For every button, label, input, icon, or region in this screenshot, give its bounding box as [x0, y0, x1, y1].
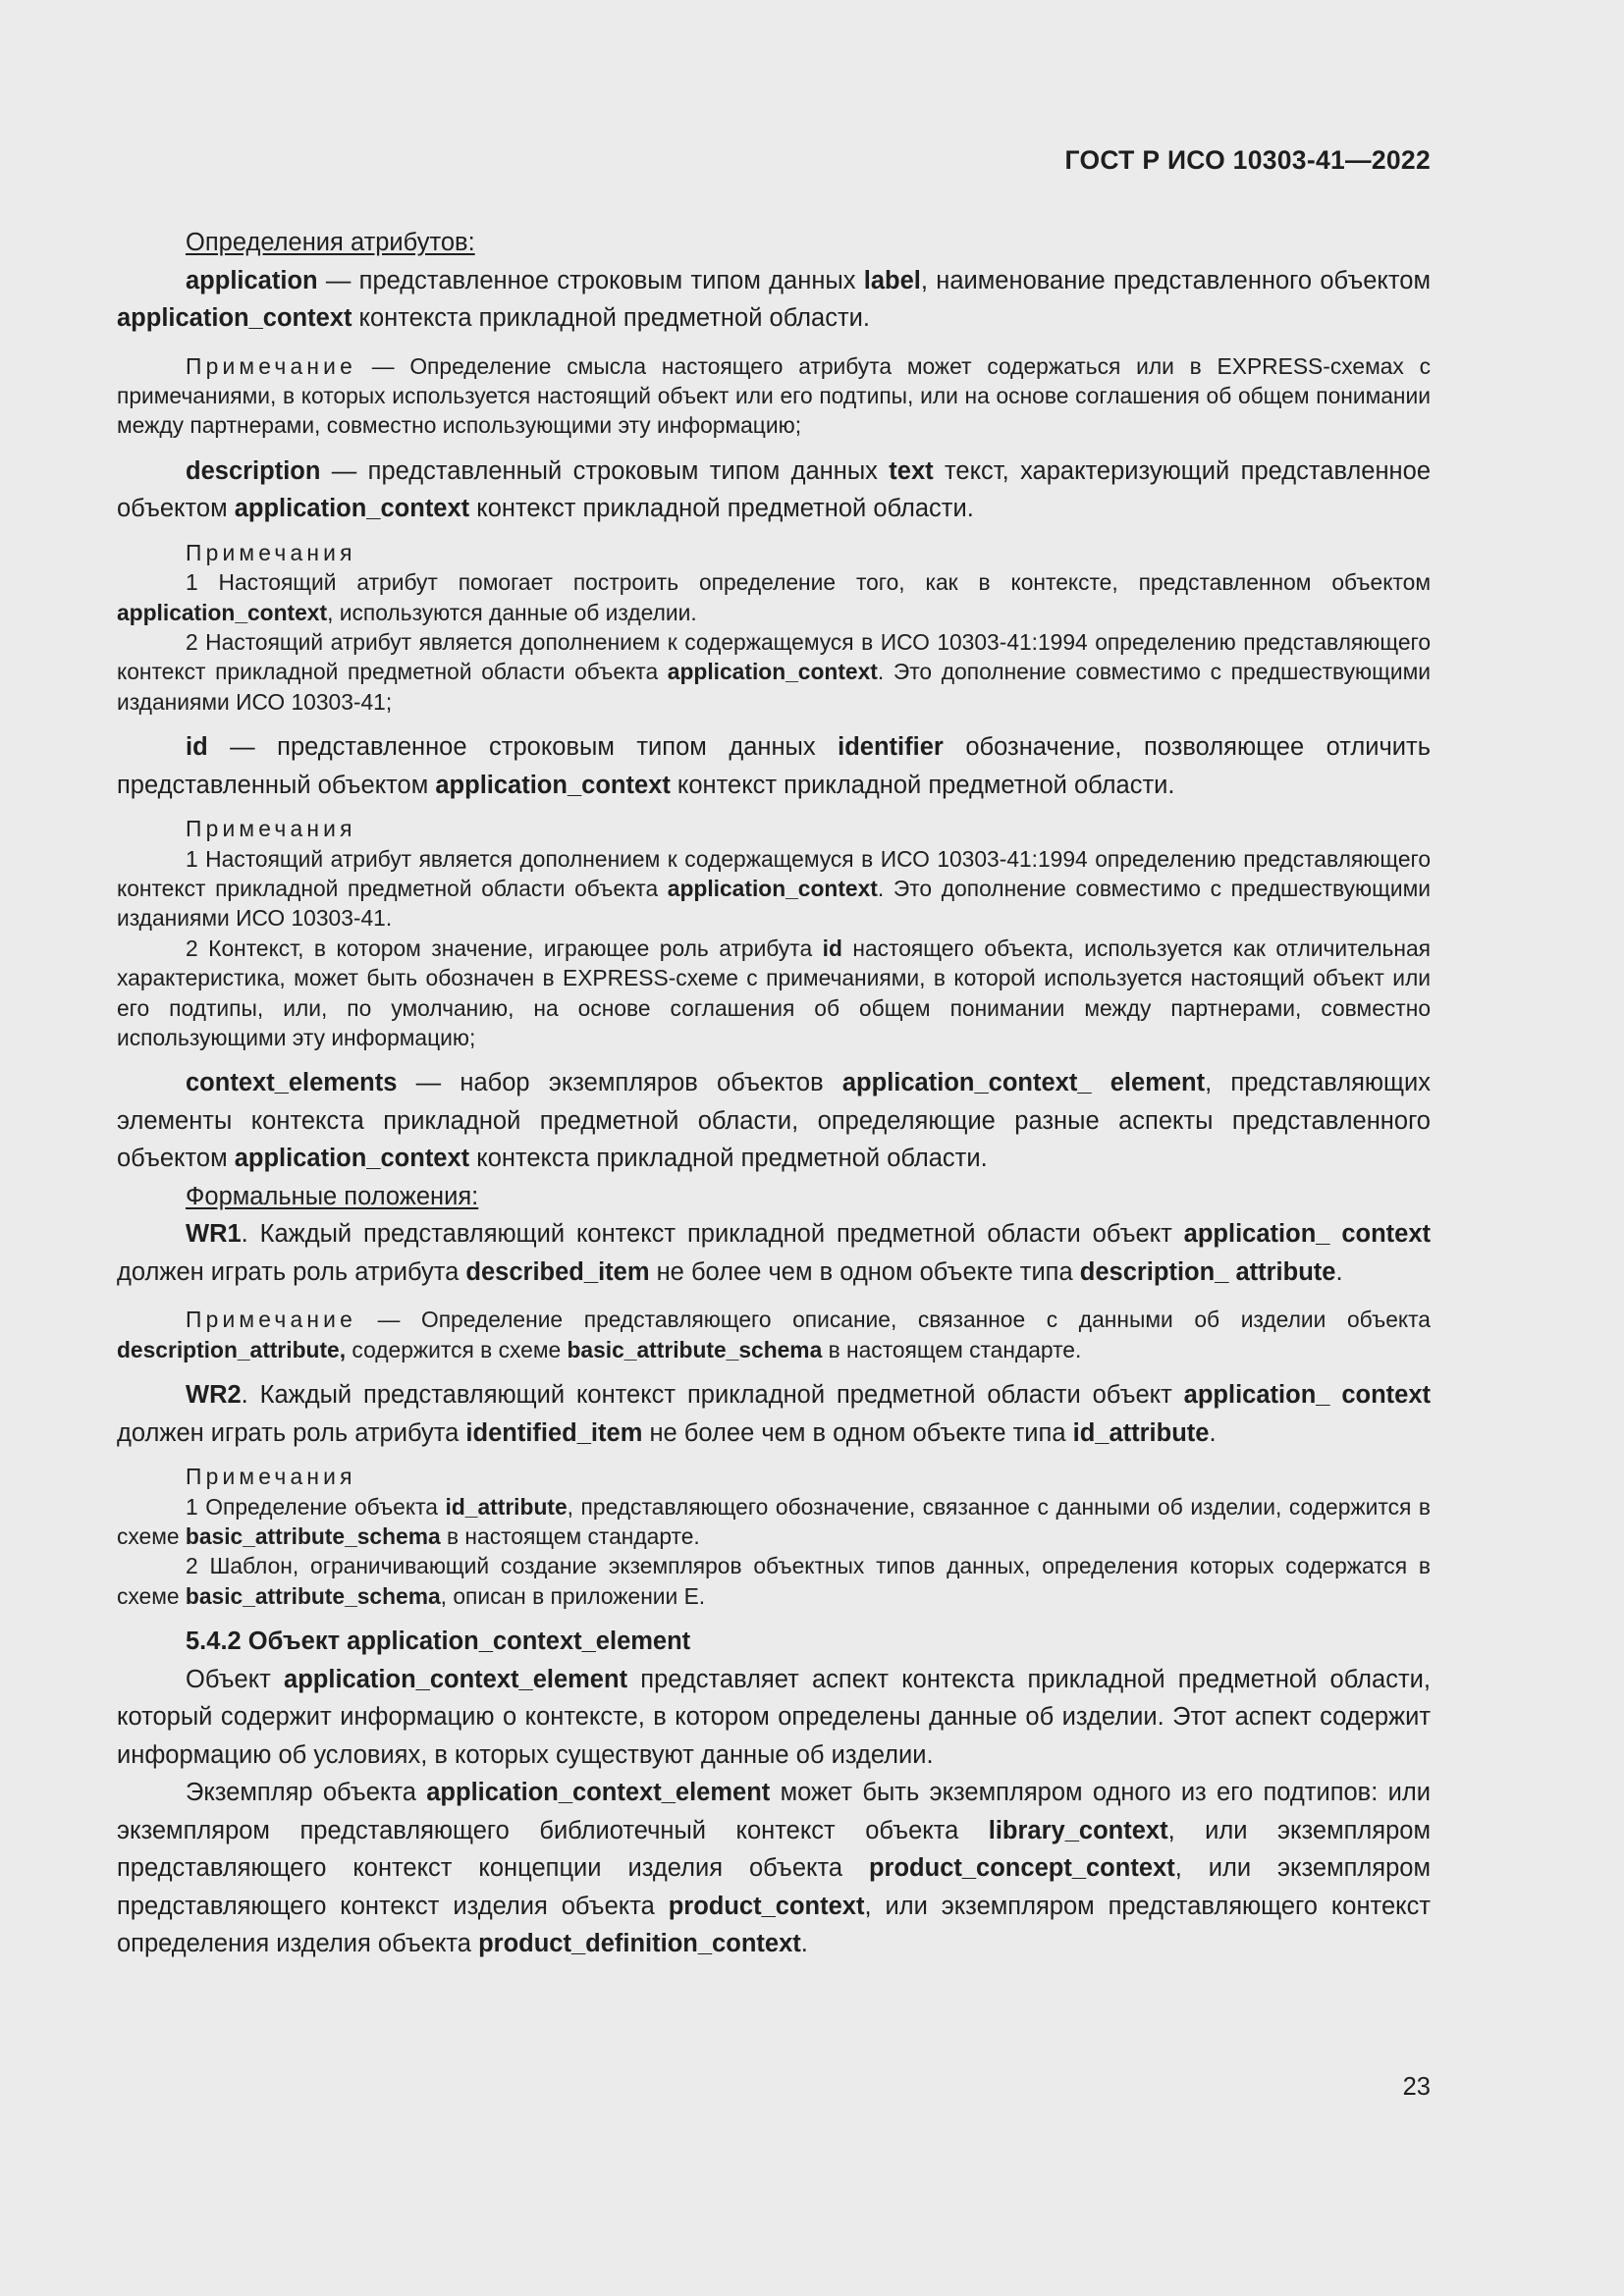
text-run: . Это дополнение совместимо с предшествующими изданиями ИСО 10303-41.: [117, 875, 1431, 932]
schema-name: basic_attribute_schema: [567, 1336, 823, 1362]
section-paragraph-2: [117, 1774, 1431, 1963]
entity-name: application_context: [234, 1145, 470, 1173]
description-note-1: [117, 567, 1431, 627]
text-run: Экземпляр объекта: [186, 1779, 427, 1807]
wr1-note: [117, 1305, 1431, 1364]
text-run: контекста прикладной предметной области.: [469, 1145, 988, 1173]
document-header: ГОСТ Р ИСО 10303-41—2022: [1064, 145, 1431, 175]
formal-propositions-heading: [117, 1178, 1431, 1216]
text-run: , представляющих элементы контекста прикладной предметной области, определяющие разные аспекты представленного объектом: [117, 1069, 1431, 1173]
entity-name: application_context: [117, 304, 352, 332]
type-name: identifier: [838, 733, 944, 762]
text-run: , или экземпляром представляющего контекст изделия объекта: [117, 1854, 1431, 1920]
text-run: 1 Настоящий атрибут помогает построить определение того, как в контексте, представленном объектом: [186, 569, 1431, 596]
attr-name: id: [186, 733, 208, 762]
text-run: в настоящем стандарте.: [440, 1523, 700, 1550]
text-run: . Каждый представляющий контекст прикладной предметной области объект: [241, 1220, 1184, 1249]
id-note-1: [117, 844, 1431, 934]
wr2-note-2: [117, 1551, 1431, 1611]
wr2-note-1: [117, 1492, 1431, 1552]
text-run: должен играть роль атрибута: [117, 1257, 466, 1286]
rule-label: WR2: [186, 1381, 242, 1410]
formal-propositions-label: Формальные положения:: [186, 1182, 479, 1210]
text-run: может быть экземпляром одного из его подтипов: или экземпляром представляющего библиотечный контекст объекта: [117, 1779, 1431, 1844]
section-paragraph-1: [117, 1661, 1431, 1775]
text-run: — Определение смысла настоящего атрибута может содержаться или в EXPRESS-схемах с примечаниями, в которых используется настоящий объект или его подтипы, или на основе соглашения об общем понимании между партнерами, совместно использующими эту информацию;: [117, 352, 1431, 439]
text-run: , наименование представленного объектом: [920, 266, 1431, 294]
attr-id-paragraph: [117, 728, 1431, 804]
attr-name: application: [186, 266, 318, 294]
text-run: контекст прикладной предметной области.: [469, 495, 974, 523]
text-run: содержится в схеме: [346, 1336, 568, 1362]
entity-name: id_attribute: [445, 1493, 568, 1520]
entity-name: application_context: [667, 659, 878, 685]
type-name: description_ attribute: [1079, 1257, 1336, 1286]
text-run: . Это дополнение совместимо с предшествующими изданиями ИСО 10303-41;: [117, 659, 1431, 715]
text-run: представляет аспект контекста прикладной предметной области, который содержит информацию о контексте, в котором определены данные об изделии. Этот аспект содержит информацию об условиях, в которых существуют данные об изделии.: [117, 1665, 1431, 1769]
type-name: label: [863, 266, 921, 294]
schema-name: basic_attribute_schema: [185, 1582, 441, 1609]
text-run: текст, характеризующий представленное объектом: [117, 456, 1432, 523]
attr-application-paragraph: [117, 262, 1431, 338]
text-run: , используются данные об изделии.: [327, 599, 697, 625]
entity-name: application_context_element: [284, 1665, 628, 1693]
notes-label: Примечания: [186, 816, 356, 842]
text-run: 1 Определение объекта: [186, 1493, 446, 1520]
text-run: , описан в приложении Е.: [440, 1582, 706, 1609]
text-run: 1 Настоящий атрибут является дополнением к содержащемуся в ИСО 10303-41:1994 определению представляющего контекст прикладной предметной области объекта: [117, 845, 1431, 901]
type-name: application_context_ element: [841, 1069, 1206, 1097]
text-run: , или экземпляром представляющего контекст концепции изделия объекта: [117, 1816, 1431, 1883]
entity-name: application_ context: [1183, 1381, 1431, 1410]
note-label: Примечание: [186, 1307, 356, 1333]
text-run: — представленный строковым типом данных: [320, 456, 890, 485]
description-note-2: [117, 627, 1431, 717]
text-run: должен играть роль атрибута: [117, 1418, 466, 1447]
page-number: 23: [1402, 2073, 1431, 2101]
rule-label: WR1: [186, 1220, 242, 1249]
schema-name: basic_attribute_schema: [185, 1523, 441, 1550]
wr1-paragraph: [117, 1215, 1431, 1291]
text-run: в настоящем стандарте.: [822, 1336, 1082, 1362]
attr-name: description: [186, 456, 321, 485]
text-run: 2 Настоящий атрибут является дополнением к содержащемуся в ИСО 10303-41:1994 определению представляющего контекст прикладной предметной области объекта: [117, 628, 1431, 685]
entity-name: application_context: [667, 875, 878, 901]
text-run: 2 Шаблон, ограничивающий создание экземпляров объектных типов данных, определения которых содержатся в схеме: [117, 1553, 1431, 1609]
text-run: . Каждый представляющий контекст прикладной предметной области объект: [241, 1381, 1184, 1410]
type-name: id_attribute: [1072, 1418, 1210, 1447]
text-run: — Определение представляющего описание, связанное с данными об изделии объекта: [355, 1307, 1431, 1333]
note-label: Примечание: [186, 352, 356, 379]
attr-name: identified_item: [465, 1418, 643, 1447]
type-name: text: [889, 456, 934, 485]
attr-context-elements-paragraph: [117, 1064, 1431, 1178]
text-run: контекст прикладной предметной области.: [670, 771, 1175, 799]
entity-name: application_ context: [1183, 1220, 1431, 1249]
text-run: .: [1335, 1257, 1343, 1286]
entity-name: application_context: [234, 495, 470, 523]
text-run: — представленное строковым типом данных: [317, 266, 864, 294]
entity-name: description_attribute,: [117, 1336, 347, 1362]
entity-name: product_concept_context: [868, 1854, 1175, 1883]
entity-name: product_definition_context: [478, 1930, 801, 1958]
entity-name: application_context_element: [426, 1779, 771, 1807]
attr-description-paragraph: [117, 453, 1431, 528]
notes-label: Примечания: [186, 1464, 356, 1490]
attribute-definitions-label: Определения атрибутов:: [186, 229, 475, 256]
text-run: .: [1209, 1418, 1217, 1447]
text-run: , представляющего обозначение, связанное с данными об изделии, содержится в схеме: [117, 1493, 1431, 1550]
entity-name: product_context: [668, 1892, 865, 1920]
attribute-definitions-heading: [117, 224, 1431, 262]
text-run: не более чем в одном объекте типа: [649, 1257, 1080, 1286]
text-run: , или экземпляром представляющего контекст определения изделия объекта: [117, 1892, 1431, 1958]
entity-name: application_context: [435, 771, 671, 799]
text-run: Объект: [186, 1665, 285, 1693]
wr2-paragraph: [117, 1376, 1431, 1452]
application-note: [117, 351, 1431, 441]
attr-name: described_item: [465, 1257, 650, 1286]
attr-name: context_elements: [186, 1069, 398, 1097]
text-run: — набор экземпляров объектов: [397, 1069, 842, 1097]
section-heading: 5.4.2 Объект application_context_element: [186, 1628, 691, 1656]
text-run: обозначение, позволяющее отличить представленный объектом: [117, 733, 1431, 799]
document-body: [117, 224, 1431, 1963]
text-run: не более чем в одном объекте типа: [642, 1418, 1073, 1447]
text-run: 2 Контекст, в котором значение, играющее роль атрибута: [186, 934, 823, 961]
text-run: — представленное строковым типом данных: [207, 733, 839, 762]
text-run: контекста прикладной предметной области.: [352, 304, 870, 332]
text-run: .: [800, 1930, 808, 1958]
entity-name: application_context: [117, 599, 328, 625]
notes-label: Примечания: [186, 539, 356, 565]
attr-name: id: [822, 934, 842, 961]
text-run: настоящего объекта, используется как отличительная характеристика, может быть обозначен в EXPRESS-схеме с примечаниями, в которой используется настоящий объект или его подтипы, или, по умолчанию, на основе соглашения об общем понимании между партнерами, совместно использующими эту информацию;: [117, 934, 1432, 1050]
id-note-2: [117, 934, 1431, 1053]
entity-name: library_context: [988, 1816, 1168, 1844]
